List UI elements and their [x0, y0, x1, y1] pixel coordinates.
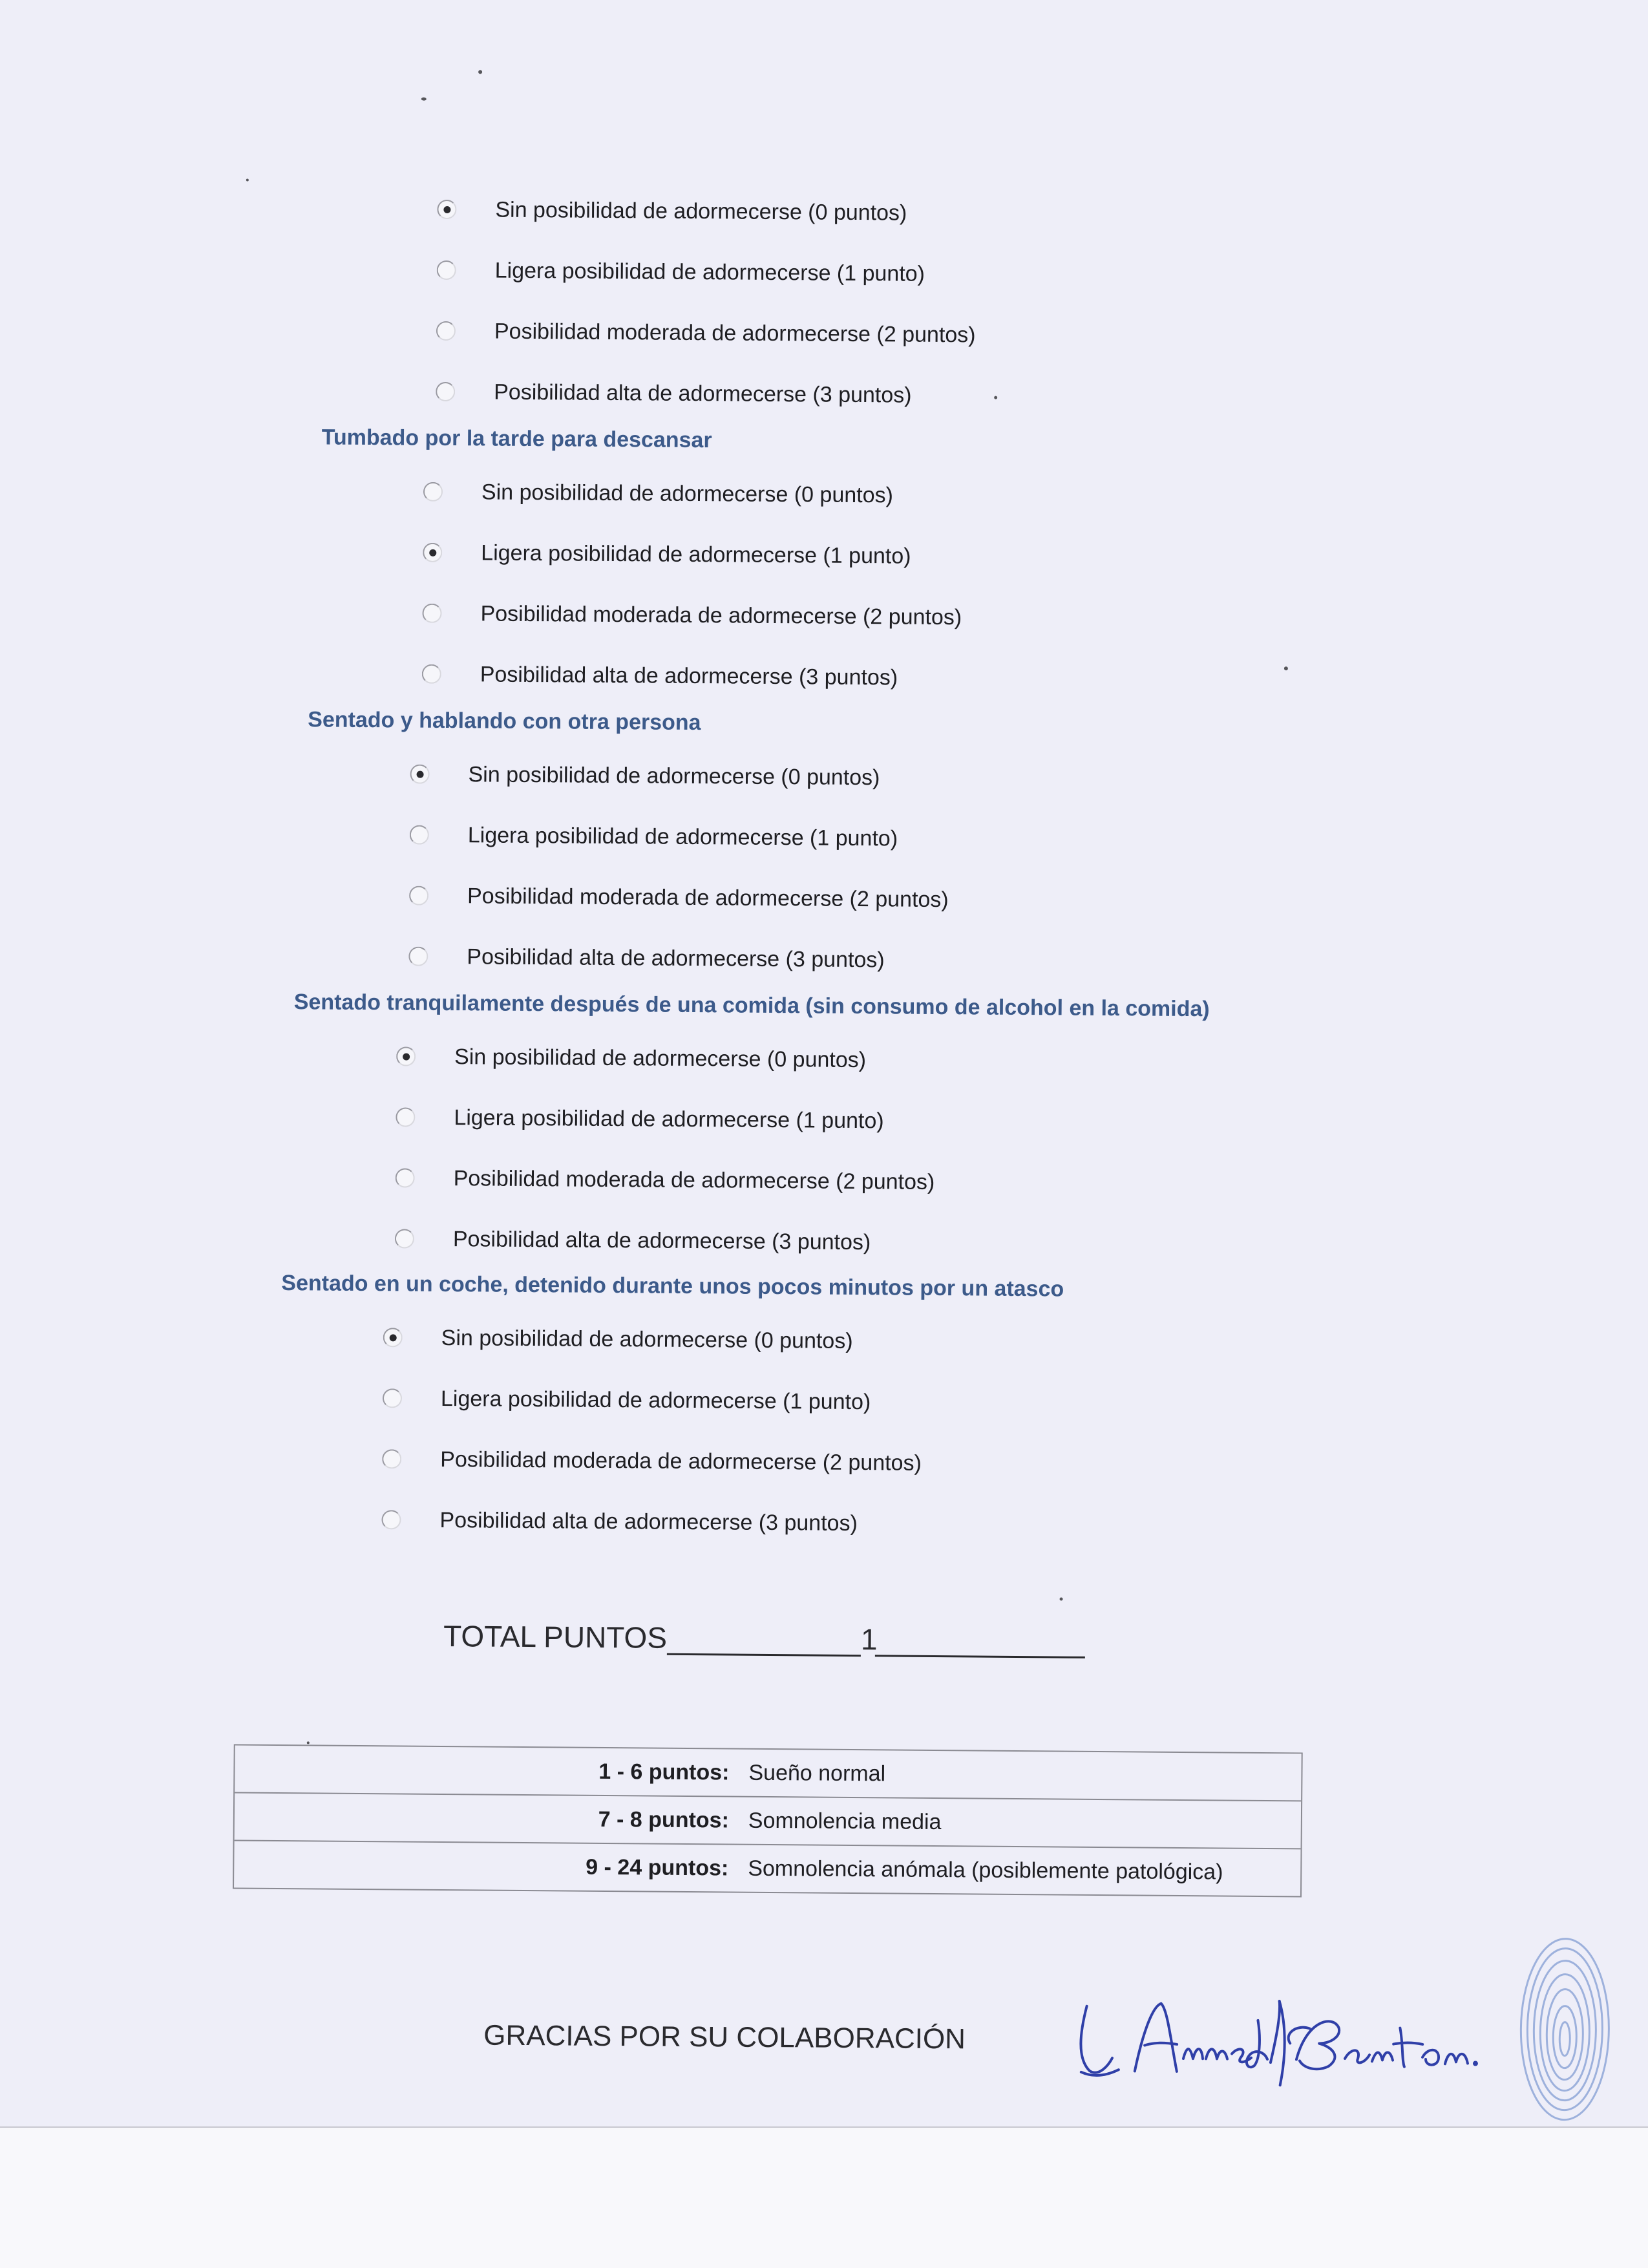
option-label: Sin posibilidad de adormecerse (0 puntos): [481, 479, 894, 507]
radio-button[interactable]: [437, 260, 456, 280]
option-s0-1[interactable]: [437, 254, 925, 290]
option-s0-2[interactable]: [436, 315, 976, 352]
option-s1-1[interactable]: [423, 536, 911, 573]
fingerprint-mark: [1516, 1932, 1614, 2133]
option-s3-2[interactable]: [395, 1161, 935, 1198]
option-s2-2[interactable]: [409, 880, 949, 917]
option-s0-3[interactable]: [436, 376, 912, 412]
radio-button[interactable]: [395, 1229, 414, 1248]
option-s4-0[interactable]: [383, 1321, 853, 1357]
option-label: Posibilidad alta de adormecerse (3 puntos): [439, 1507, 858, 1536]
option-label: Posibilidad alta de adormecerse (3 puntos): [480, 661, 898, 690]
scan-speck: [1060, 1597, 1063, 1600]
option-label: Ligera posibilidad de adormecerse (1 punto): [481, 540, 911, 569]
option-s0-0[interactable]: [437, 193, 907, 229]
section-title-lying-down: Tumbado por la tarde para descansar: [321, 425, 712, 453]
option-s3-3[interactable]: [395, 1222, 871, 1258]
radio-button[interactable]: [436, 382, 455, 401]
radio-button[interactable]: [408, 947, 428, 966]
radio-button[interactable]: [437, 200, 456, 219]
option-label: Ligera posibilidad de adormecerse (1 punto): [440, 1386, 871, 1414]
option-s4-2[interactable]: [382, 1443, 922, 1479]
option-label: Posibilidad alta de adormecerse (3 puntos): [452, 1226, 871, 1255]
section-title-talking: Sentado y hablando con otra persona: [308, 707, 701, 736]
option-label: Posibilidad alta de adormecerse (3 puntos): [494, 379, 912, 408]
radio-button[interactable]: [396, 1107, 415, 1127]
radio-button[interactable]: [396, 1046, 416, 1066]
option-s2-1[interactable]: [410, 819, 898, 855]
radio-button[interactable]: [381, 1510, 401, 1529]
option-label: Posibilidad moderada de adormecerse (2 puntos): [480, 600, 962, 630]
option-label: Posibilidad moderada de adormecerse (2 puntos): [467, 883, 949, 912]
option-s4-1[interactable]: [383, 1382, 871, 1418]
radio-button[interactable]: [409, 886, 428, 906]
total-blank-line: [667, 1621, 861, 1657]
thanks-message: GRACIAS POR SU COLABORACIÓN: [483, 2019, 966, 2055]
option-label: Posibilidad alta de adormecerse (3 puntos): [467, 944, 885, 972]
radio-selected-dot: [429, 549, 436, 556]
radio-selected-dot: [403, 1053, 410, 1060]
option-label: Posibilidad moderada de adormecerse (2 puntos): [494, 319, 976, 347]
radio-button[interactable]: [396, 1168, 415, 1187]
radio-button[interactable]: [382, 1449, 401, 1468]
radio-selected-dot: [416, 770, 423, 778]
option-s4-3[interactable]: [381, 1503, 858, 1540]
option-label: Sin posibilidad de adormecerse (0 puntos): [495, 197, 907, 226]
option-s2-3[interactable]: [408, 940, 885, 977]
option-label: Posibilidad moderada de adormecerse (2 puntos): [440, 1447, 922, 1476]
option-label: Sin posibilidad de adormecerse (0 puntos): [454, 1044, 867, 1072]
total-value: 1: [860, 1622, 878, 1657]
option-label: Sin posibilidad de adormecerse (0 puntos): [468, 761, 880, 790]
legend-row: [235, 1745, 1302, 1801]
radio-selected-dot: [389, 1334, 396, 1341]
legend-range: 7 - 8 puntos:: [598, 1807, 730, 1832]
legend-description: Somnolencia anómala (posiblemente patológica): [748, 1856, 1223, 1884]
total-points: [443, 1618, 1085, 1659]
scan-speck: [478, 70, 482, 74]
radio-button[interactable]: [383, 1388, 402, 1408]
radio-button[interactable]: [423, 543, 442, 562]
option-s1-3[interactable]: [422, 658, 898, 694]
scanner-background: [0, 2128, 1648, 2268]
radio-button[interactable]: [422, 664, 441, 684]
legend-row: [234, 1841, 1301, 1896]
handwritten-signature: [1073, 1980, 1501, 2093]
scan-speck: [994, 396, 997, 399]
option-label: Ligera posibilidad de adormecerse (1 punto): [467, 822, 898, 851]
scan-speck: [421, 98, 427, 101]
legend-range: 9 - 24 puntos:: [586, 1854, 729, 1880]
radio-button[interactable]: [422, 604, 441, 623]
option-s3-1[interactable]: [396, 1101, 884, 1137]
section-title-after-meal: Sentado tranquilamente después de una comida (sin consumo de alcohol en la comida): [293, 990, 1210, 1022]
option-label: Ligera posibilidad de adormecerse (1 punto): [494, 258, 925, 286]
scan-speck: [1284, 666, 1288, 670]
radio-button[interactable]: [410, 765, 429, 784]
score-legend-table: [233, 1744, 1303, 1897]
legend-range: 1 - 6 puntos:: [598, 1759, 730, 1785]
legend-description: Sueño normal: [748, 1760, 886, 1786]
scan-speck: [307, 1741, 310, 1744]
option-s1-0[interactable]: [423, 476, 893, 512]
option-s2-0[interactable]: [410, 758, 880, 794]
legend-description: Somnolencia media: [748, 1808, 942, 1834]
radio-button[interactable]: [423, 482, 443, 502]
legend-row: [235, 1793, 1302, 1849]
radio-button[interactable]: [436, 321, 456, 341]
scan-speck: [246, 179, 249, 182]
option-label: Sin posibilidad de adormecerse (0 puntos): [441, 1325, 853, 1353]
radio-button[interactable]: [383, 1328, 403, 1347]
total-blank-line: [875, 1622, 1085, 1659]
option-label: Ligera posibilidad de adormecerse (1 punto): [454, 1105, 884, 1133]
option-s1-2[interactable]: [422, 597, 962, 634]
section-title-car: Sentado en un coche, detenido durante unos pocos minutos por un atasco: [281, 1271, 1064, 1302]
radio-button[interactable]: [410, 825, 429, 845]
radio-selected-dot: [443, 206, 450, 213]
option-label: Posibilidad moderada de adormecerse (2 puntos): [453, 1165, 935, 1194]
option-s3-0[interactable]: [396, 1040, 866, 1076]
total-label: TOTAL PUNTOS: [443, 1618, 668, 1655]
